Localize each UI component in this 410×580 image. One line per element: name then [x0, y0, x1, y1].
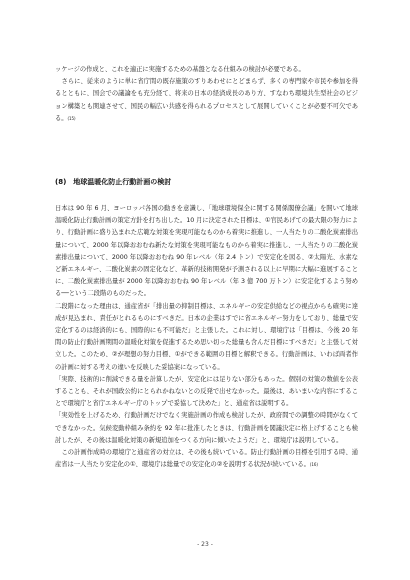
paragraph: [55, 64, 358, 76]
footnote-ref: (16): [309, 462, 318, 468]
section-heading: (8) 地球温暖化防止行動計画の検討: [55, 178, 172, 186]
paragraph-text: ッケージの作成と、これを適正に実施するための基盤となる仕組みの検討が必要である。: [55, 66, 305, 73]
paragraph: [55, 203, 358, 301]
paragraph: [55, 447, 358, 471]
paragraph-text: 日本は 90 年 6 月、ヨーロッパ各国の動きを意識し、「地球環境保全に関する関係閣僚会議」を開いて地球温暖化防止行動計画の策定方針を打ち出した。10 月に決定された目標は、①官民あげての最大限の努力により、行動計画に盛り込まれた広範な対策を実現可能なものから着実に推進し、一人当たりの二酸化炭素排出量について、2000 年以降おおむね新たな対策を実現可能なものから着実に推進し、一人当たりの二酸化炭素排出量について、2000 年以降おおむね 90 年レベル（年 2.4 トン）で安定化を図る、②太陽光、水素など新エネルギー、二酸化炭素の固定化など、革新的技術開発が予測される以上に早期に大幅に進展することに、二酸化炭素排出量が 2000 年以降おおむね 90 年レベル（年 3 億 700 万トン）に安定化するよう努める──という二段階のものだった。: [55, 205, 358, 298]
footnote-ref: (15): [67, 115, 76, 121]
paragraph-text: 二段階になった理由は、通産省が「排出量の抑制目標は、エネルギーの安定供給などの視点からも確実に達成が見込まれ、責任がとれるものにすべきだ。日本の企業はすでに省エネルギー努力をしており、総量で安定化するのは経済的にも、国際的にも不可能だ」と主張した。これに対し、環境庁は「目標は、今後 20 年間の防止行動計画期間の温暖化対策を促進するため思い切った総量も含んだ目標にすべきだ」と主張して対立した。このため、②が理想の努力目標、①ができる範囲の目標と解釈できる。行動計画は、いわば両者作の計画に対する考えの違いを反映した妥協案になっている。: [55, 302, 358, 371]
paragraph: [55, 76, 358, 125]
paragraph-text: さらに、従来のように単に省庁間の既存施策のすりあわせにとどまらず、多くの専門家や市民や参加を得るとともに、国会での議論をも充分経て、将来の日本の経済成長のあり方、すなわち環境共生型社会のビジョン構築とも関連させて、国民の幅広い共感を得られるプロセスとして展開していくことが必要不可欠である。: [55, 78, 358, 122]
paragraph-text: この計画作成時の環境庁と通産省の対立は、その後も続いている。防止行動計画の目標を引用する時、通産省は一人当たり安定化の①、環境庁は総量での安定化の②を説明する状況が続いている。: [55, 449, 358, 469]
body-text-block: [55, 203, 358, 471]
paragraph: [55, 301, 358, 374]
paragraph-text: 「実効性を上げるため、行動計画だけでなく実施計画の作成も検討したが、政府間での調整の時間がなくてできなかった。気候変動枠組み条約を 92 年に批准したときは、行動計画を閣議決定に格上げすることも検討したが、その後は温暖化対策の新規追加をつくる方向に傾いたようだ」と、環境庁は説明している。: [55, 412, 358, 444]
paragraph-text: 「実際、技術的に削減できる量を計算したが、安定化には足りない部分もあった。個別の対策の数値を公表することも、それが国政公約にとられかねないとの反発で出せなかった。最後は、あいまいな内容にすることで環境庁と省庁エネルギー庁のトップで妥協して決めた」と、通産省は説明する。: [55, 375, 358, 408]
paragraph: [55, 374, 358, 411]
page-number: - 23 -: [197, 541, 213, 548]
intro-text-block: [55, 64, 358, 125]
paragraph: [55, 410, 358, 447]
